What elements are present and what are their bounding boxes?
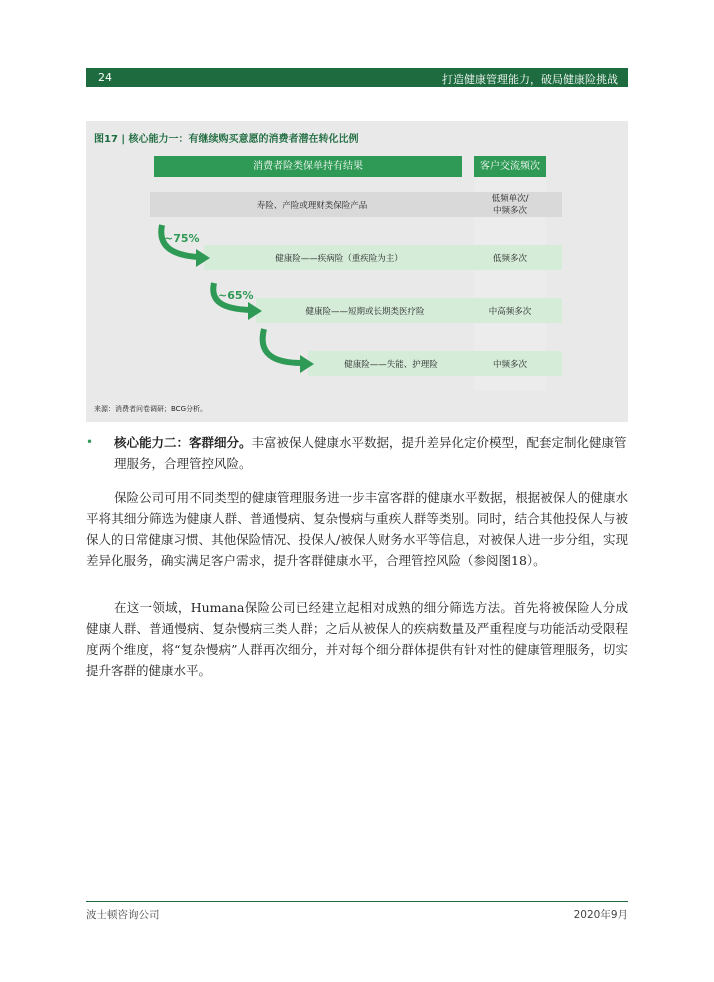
bullet-dot-icon: • [86, 435, 94, 449]
bullet-body: 丰富被保人健康水平数据，提升差异化定价模型，配套定制化健康管理服务，合理管控风险。 [114, 435, 627, 471]
footer-rule [86, 901, 628, 902]
arrow-head-row-2 [196, 249, 210, 267]
product-2: 健康险——疾病险（重疾险为主） [275, 254, 403, 264]
paragraph-1: 保险公司可用不同类型的健康管理服务进一步丰富客群的健康水平数据，根据被保人的健康水平将其细分筛选为健康人群、普通慢病、复杂慢病与重疾人群等类别。同时，结合其他投保人与被保人的日常健康习惯、其他保险情况、投保人/被保人财务水平等信息，对被保人进一步分组，实现差异化服务，确实满足客户需求，提升客群健康水平，合理管控风险（参阅图18）。 [86, 490, 628, 568]
frequency-3: 中高频多次 [488, 307, 532, 317]
col1-header: 消费者险类保单持有结果 [154, 156, 462, 177]
frequency-2: 低频多次 [492, 254, 527, 264]
product-1: 寿险、产险或理财类保险产品 [256, 201, 368, 211]
col2-header: 客户交流频次 [474, 156, 546, 177]
conversion-arrows [86, 121, 628, 422]
frequency-1: 低频单次/ 中频多次 [491, 194, 529, 216]
figure-title: 图17 | 核心能力一：有继续购买意愿的消费者潜在转化比例 [94, 134, 359, 145]
paragraph-2: 在这一领域，Humana保险公司已经建立起相对成熟的细分筛选方法。首先将被保险人分成健康人群、普通慢病、复杂慢病三类人群；之后从被保人的疾病数量及严重程度与功能活动受限程度两个维度，将“复杂慢病”人群再次细分，并对每个细分群体提供有针对性的健康管理服务，切实提升客群的健康水平。 [86, 600, 628, 678]
header-title: 打造健康管理能力，破局健康险挑战 [442, 73, 618, 86]
product-4: 健康险——失能、护理险 [344, 360, 438, 370]
product-3: 健康险——短期或长期类医疗险 [305, 307, 425, 317]
bullet-text [114, 432, 628, 474]
frequency-4: 中频多次 [492, 360, 527, 370]
page-number: 24 [98, 71, 112, 84]
footer-right: 2020年9月 [573, 909, 628, 921]
arrow-head-row-4 [300, 355, 314, 373]
figure-17 [86, 121, 628, 422]
page-header [86, 68, 628, 87]
bullet-bold: 核心能力二：客群细分。 [114, 435, 252, 450]
arrow-to-row-4 [263, 329, 302, 363]
arrow-head-row-3 [248, 302, 262, 320]
figure-source: 来源：消费者问卷调研；BCG分析。 [94, 405, 207, 413]
footer-left: 波士顿咨询公司 [86, 909, 160, 921]
conversion-65: ~65% [218, 289, 254, 302]
conversion-75: ~75% [164, 232, 200, 245]
